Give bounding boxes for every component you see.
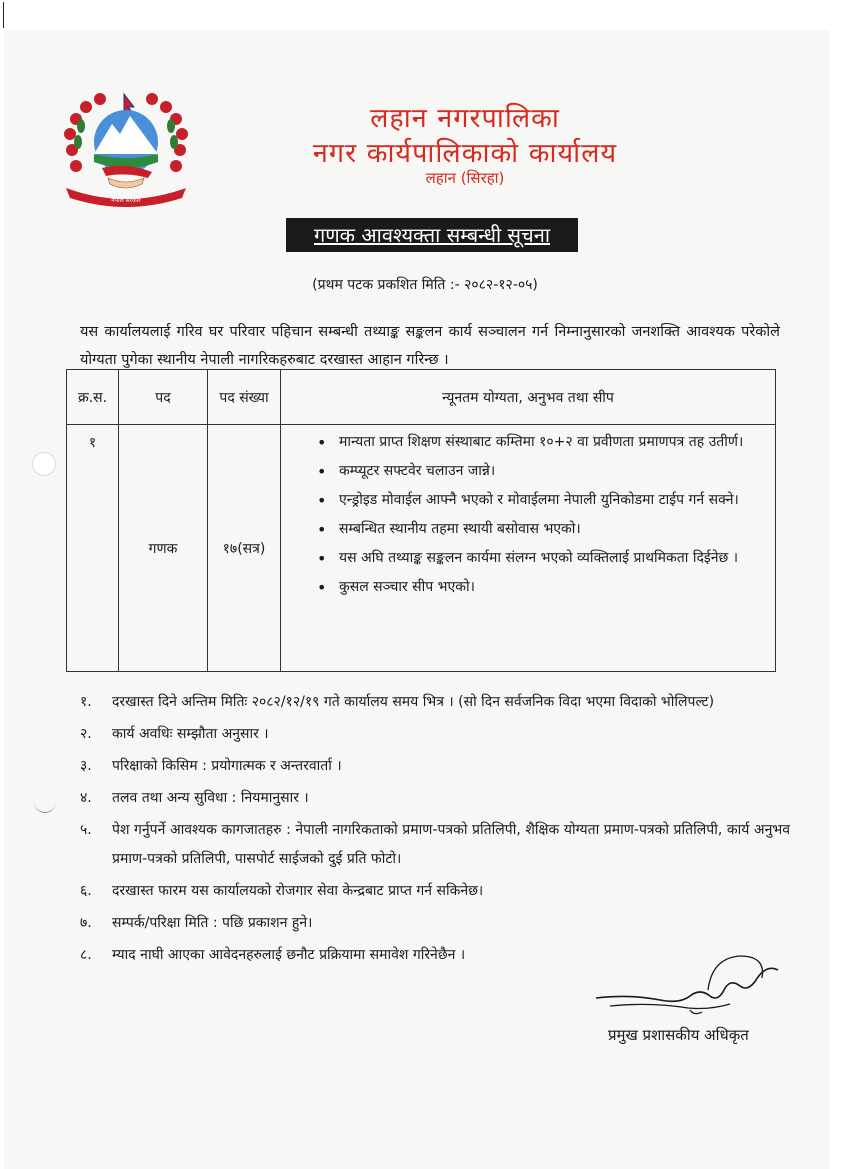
bullet-icon: • <box>317 433 327 452</box>
publish-date: (प्रथम पटक प्रकशित मिति :- २०८२-१२-०५) <box>312 277 538 293</box>
header-qualification: न्यूनतम योग्यता, अनुभव तथा सीप <box>281 370 776 425</box>
list-item: ३. परिक्षाको किसिम : प्रयोगात्मक र अन्तरवार्ता । <box>80 758 342 774</box>
office-location: लहान (सिरहा) <box>425 169 505 187</box>
bullet-icon: • <box>317 520 327 539</box>
list-item: • कम्प्यूटर सफ्टवेर चलाउन जान्ने। <box>317 458 765 485</box>
list-item: ५. पेश गर्नुपर्ने आवश्यक कागजातहरु : नेपाली नागरिकताको प्रमाण-पत्रको प्रतिलिपी, शैक्षिक योग्यता प्रमाण-पत्रको प्रतिलिपी, कार्य अनुभव प्रमाण-पत्रको प्रतिलिपी, पासपोर्ट साईजको दुई प्रति फोटो। <box>80 822 790 867</box>
vacancy-table <box>66 369 776 672</box>
table-header-row <box>67 370 776 425</box>
conditions-list <box>80 688 790 973</box>
list-item: • एन्ड्रोइड मोवाईल आफ्नै भएको र मोवाईलमा नेपाली युनिकोडमा टाईप गर्न सक्ने। <box>317 487 765 514</box>
scan-edge-mark <box>3 2 4 28</box>
list-item: ६. दरखास्त फारम यस कार्यालयको रोजगार सेवा केन्द्रबाट प्राप्त गर्न सकिनेछ। <box>80 883 484 899</box>
qualification-list <box>311 429 765 601</box>
list-item: ४. तलव तथा अन्य सुविधा : नियमानुसार । <box>80 790 309 806</box>
row-post: गणक <box>119 425 208 672</box>
handwritten-signature <box>590 950 790 1020</box>
bullet-icon: • <box>317 491 327 510</box>
designation: प्रमुख प्रशासकीय अधिकृत <box>608 1026 749 1044</box>
page-curl-mark <box>34 800 56 813</box>
list-item: २. कार्य अवधिः सम्झौता अनुसार । <box>80 726 269 742</box>
intro-paragraph: यस कार्यालयलाई गरिव घर परिवार पहिचान सम्बन्धी तथ्याङ्क सङ्कलन कार्य सञ्चालन गर्न निम्नानुसारको जनशक्ति आवश्यक परेकोले योग्यता पुगेका स्थानीय नेपाली नागरिकहरुबाट दरखास्त आहान गरिन्छ । <box>80 324 780 368</box>
list-item: • सम्बन्धित स्थानीय तहमा स्थायी बसोवास भएको। <box>317 516 765 543</box>
table-row <box>67 425 776 672</box>
row-sn: १ <box>67 425 119 672</box>
list-item: • यस अघि तथ्याङ्क सङ्कलन कार्यमा संलग्न भएको व्यक्तिलाई प्राथमिकता दिईनेछ । <box>317 545 765 572</box>
row-count: १७(सत्र) <box>208 425 281 672</box>
list-item: • मान्यता प्राप्त शिक्षण संस्थाबाट कम्तिमा १०+२ वा प्रवीणता प्रमाणपत्र तह उतीर्ण। <box>317 429 765 456</box>
header-count: पद संख्या <box>208 370 281 425</box>
office-name: लहान नगरपालिका <box>370 103 560 134</box>
notice-title: गणक आवश्यक्ता सम्बन्धी सूचना <box>286 218 578 252</box>
list-item: ८. म्याद नाघी आएका आवेदनहरुलाई छनौट प्रक्रियामा समावेश गरिनेछैन । <box>80 947 466 963</box>
list-item: ७. सम्पर्क/परिक्षा मिति : पछि प्रकाशन हुने। <box>80 915 313 931</box>
list-item: १. दरखास्त दिने अन्तिम मितिः २०८२/१२/१९ गते कार्यालय समय भित्र । (सो दिन सर्वजनिक विदा भएमा विदाको भोलिपल्ट) <box>80 694 715 710</box>
emblem-ribbon-text: नेपाल सरकार <box>111 197 141 204</box>
list-item: • कुसल सञ्चार सीप भएको। <box>317 574 765 601</box>
header-post: पद <box>119 370 208 425</box>
row-qualifications <box>281 425 776 672</box>
header-sn: क्र.स. <box>67 370 119 425</box>
bullet-icon: • <box>317 578 327 597</box>
punch-hole <box>32 452 56 476</box>
bullet-icon: • <box>317 462 327 481</box>
office-subtitle: नगर कार्यपालिकाको कार्यालय <box>312 138 618 169</box>
bullet-icon: • <box>317 549 327 568</box>
